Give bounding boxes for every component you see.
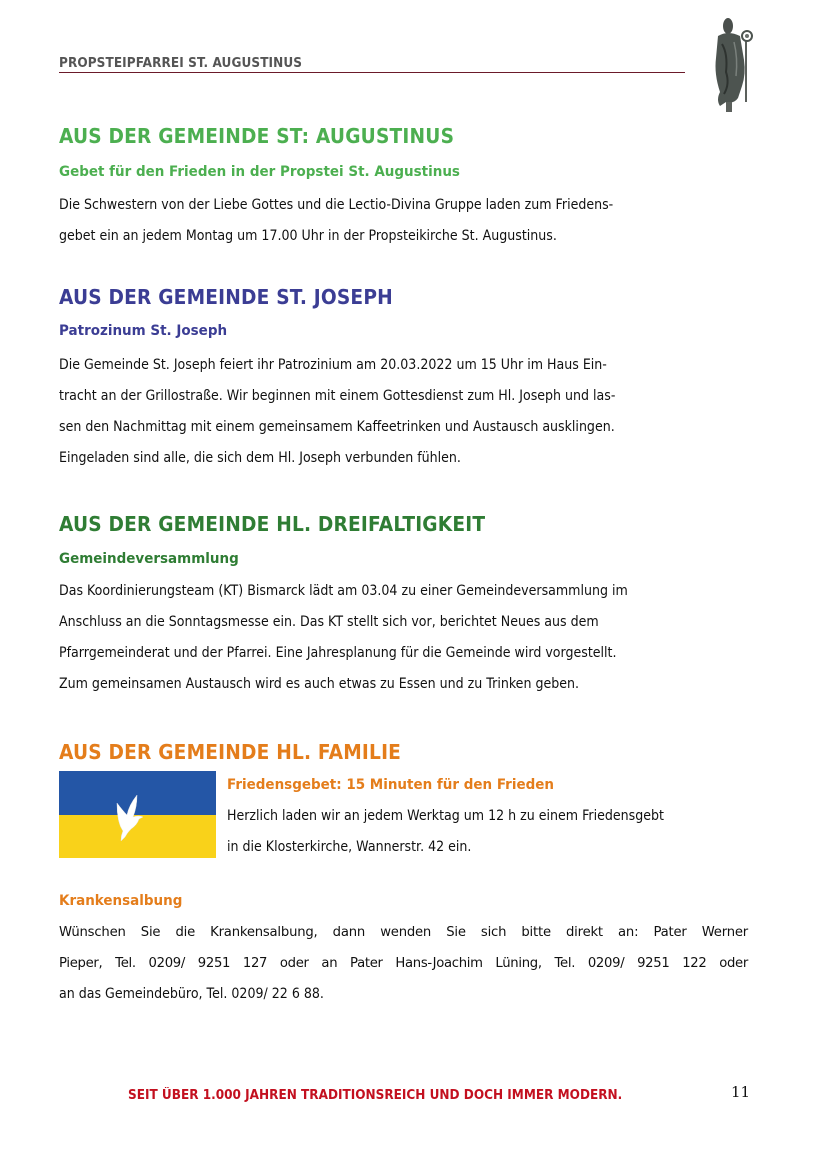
section-subheading-krankensalbung: Krankensalbung xyxy=(59,893,183,909)
page-number: 11 xyxy=(731,1083,751,1101)
body-line: Zum gemeinsamen Austausch wird es auch etwas zu Essen und zu Trinken geben. xyxy=(59,676,580,692)
body-line: an das Gemeindebüro, Tel. 0209/ 22 6 88. xyxy=(59,986,324,1002)
section-heading-hl-familie: AUS DER GEMEINDE HL. FAMILIE xyxy=(59,740,402,764)
section-body xyxy=(59,350,699,474)
section-subheading: Gebet für den Frieden in der Propstei St. Augustinus xyxy=(59,164,460,180)
body-line: Die Schwestern von der Liebe Gottes und die Lectio-Divina Gruppe laden zum Friedens- xyxy=(59,197,614,213)
section-heading-st-augustinus: AUS DER GEMEINDE ST: AUGUSTINUS xyxy=(59,124,455,148)
section-heading-st-joseph: AUS DER GEMEINDE ST. JOSEPH xyxy=(59,285,393,309)
section-heading-hl-dreifaltigkeit: AUS DER GEMEINDE HL. DREIFALTIGKEIT xyxy=(59,512,486,536)
header-title: PROPSTEIPFARREI ST. AUGUSTINUS xyxy=(59,56,303,71)
saint-statue-icon xyxy=(704,14,760,116)
section-subheading: Patrozinum St. Joseph xyxy=(59,323,228,339)
body-line: tracht an der Grillostraße. Wir beginnen mit einem Gottesdienst zum Hl. Joseph und las- xyxy=(59,388,616,404)
section-subheading: Friedensgebet: 15 Minuten für den Frieden xyxy=(227,777,554,793)
header-divider xyxy=(59,72,685,73)
body-line: sen den Nachmittag mit einem gemeinsamem Kaffeetrinken und Austausch ausklingen. xyxy=(59,419,615,435)
body-line: in die Klosterkirche, Wannerstr. 42 ein. xyxy=(227,839,472,855)
body-line: Pieper, Tel. 0209/ 9251 127 oder an Pater Hans-Joachim Lüning, Tel. 0209/ 9251 122 oder xyxy=(59,956,748,971)
section-subheading: Gemeindeversammlung xyxy=(59,551,239,567)
body-line: Herzlich laden wir an jedem Werktag um 12 h zu einem Friedensgebt xyxy=(227,808,664,824)
body-line: Das Koordinierungsteam (KT) Bismarck lädt am 03.04 zu einer Gemeindeversammlung im xyxy=(59,583,628,599)
body-line: gebet ein an jedem Montag um 17.00 Uhr in der Propsteikirche St. Augustinus. xyxy=(59,228,557,244)
body-line: Anschluss an die Sonntagsmesse ein. Das KT stellt sich vor, berichtet Neues aus dem xyxy=(59,614,599,630)
body-line: Wünschen Sie die Krankensalbung, dann wenden Sie sich bitte direkt an: Pater Werner xyxy=(59,925,748,940)
body-line: Pfarrgemeinderat und der Pfarrei. Eine Jahresplanung für die Gemeinde wird vorgestellt. xyxy=(59,645,617,661)
section-body xyxy=(59,576,713,700)
body-line: Eingeladen sind alle, die sich dem Hl. Joseph verbunden fühlen. xyxy=(59,450,461,466)
body-line: Die Gemeinde St. Joseph feiert ihr Patrozinium am 20.03.2022 um 15 Uhr im Haus Ein- xyxy=(59,357,607,373)
section-body xyxy=(59,917,748,1010)
footer-slogan: SEIT ÜBER 1.000 JAHREN TRADITIONSREICH UND DOCH IMMER MODERN. xyxy=(128,1088,623,1103)
section-body xyxy=(227,801,729,863)
ukraine-flag-dove-icon xyxy=(59,771,216,858)
section-body xyxy=(59,190,696,252)
